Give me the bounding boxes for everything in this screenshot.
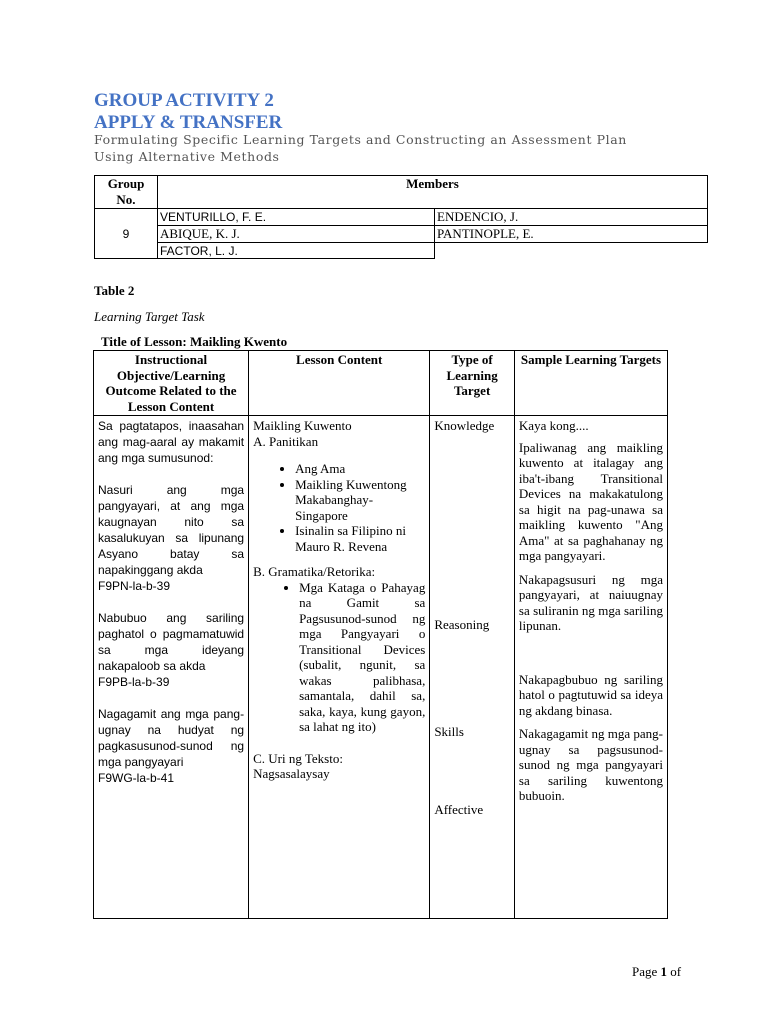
member-name: FACTOR, L. J. xyxy=(158,243,435,259)
type-label: Skills xyxy=(434,724,464,739)
grammar-list xyxy=(253,580,425,735)
objective-text: Nabubuo ang sariling paghatol o pagmamatuwid sa mga ideyang nakapaloob sa akda xyxy=(98,611,245,673)
type-label: Knowledge xyxy=(434,418,495,433)
members-header: Members xyxy=(158,176,708,209)
header-targets: Sample Learning Targets xyxy=(514,351,667,416)
list-item: • Isinalin sa Filipino ni Mauro R. Revena xyxy=(295,523,425,554)
member-name: PANTINOPLE, E. xyxy=(435,226,708,243)
table-caption: Learning Target Task xyxy=(94,309,205,324)
section-c-label: C. Uri ng Teksto: xyxy=(253,750,343,766)
target-text: Ipaliwanag ang maikling kuwento at italagay ang iba't-ibang Transitional Devices na makakatulong sa higit na pag-unawa sa maikling kuwento "Ang Ama" at sa paghahanay ng mga pangyayari. xyxy=(518,439,663,563)
member-name: ENDENCIO, J. xyxy=(435,209,708,226)
header-type: Type of Learning Target xyxy=(430,351,515,416)
objective-text: Sa pagtatapos, inaasahan ang mag-aaral ay makamit ang mga sumusunod: xyxy=(98,419,245,465)
content-cell xyxy=(249,416,430,919)
section-b-label: B. Gramatika/Retorika: xyxy=(253,564,376,579)
section-c-value: Nagsasalaysay xyxy=(253,766,330,781)
of-label: of xyxy=(670,964,682,979)
target-text: Nakapagsusuri ng mga pangyayari, at naiuugnay sa suliranin ng mga sariling lipunan. xyxy=(518,571,663,633)
page-number: 1 xyxy=(660,964,668,979)
group-header: Group No. xyxy=(95,176,158,209)
learning-target-table xyxy=(93,350,668,919)
target-text: Kaya kong.... xyxy=(518,418,589,433)
list-item: • Maikling Kuwentong Makabanghay-Singapore xyxy=(295,477,425,524)
objective-code: F9PB-la-b-39 xyxy=(98,675,170,689)
targets-cell xyxy=(514,416,667,919)
activity-title: GROUP ACTIVITY 2 xyxy=(94,90,274,111)
objective-text: Nagagamit ang mga pang-ugnay na hudyat ng pagkasusunod-sunod ng mga pangyayari xyxy=(98,707,245,769)
activity-subtitle: APPLY & TRANSFER xyxy=(94,112,283,133)
objectives-cell xyxy=(94,416,249,919)
list-item: • Ang Ama xyxy=(295,461,425,477)
type-label: Affective xyxy=(434,802,484,817)
objective-code: F9PN-la-b-39 xyxy=(98,579,171,593)
target-text: Nakagagamit ng mga pang-ugnay sa pagsusunod-sunod ng mga pangyayari sa sariling kuwentong bubuoin. xyxy=(518,726,663,803)
header-content: Lesson Content xyxy=(249,351,430,416)
member-name: ABIQUE, K. J. xyxy=(158,226,435,243)
types-cell xyxy=(430,416,515,919)
type-label: Reasoning xyxy=(434,617,490,632)
activity-description: Formulating Specific Learning Targets and Constructing an Assessment Plan Using Alternative Methods xyxy=(94,132,627,164)
section-a-label: A. Panitikan xyxy=(253,433,319,449)
list-item: • Mga Kataga o Pahayag na Gamit sa Pagsusunod-sunod ng mga Pangyayari o Transitional Devices (subalit, ngunit, sa wakas palibhasa, samantala, dahil sa, saka, kaya, kung gayon, sa lahat ng ito) xyxy=(299,580,425,735)
objective-code: F9WG-la-b-41 xyxy=(98,771,175,785)
header-objective: Instructional Objective/Learning Outcome Related to the Lesson Content xyxy=(94,351,249,416)
members-table xyxy=(94,175,708,259)
page-label: Page xyxy=(632,964,658,979)
page-footer xyxy=(632,964,681,980)
objective-text: Nasuri ang mga pangyayari, at ang mga kaugnayan nito sa kasalukuyan sa lipunang Asyano batay sa napakinggang akda xyxy=(98,483,245,577)
group-number: 9 xyxy=(95,209,158,259)
lesson-title: Title of Lesson: Maikling Kwento xyxy=(101,334,288,349)
target-text: Nakapagbubuo ng sariling hatol o pagtutuwid sa ideya ng akdang binasa. xyxy=(518,671,663,718)
table-label: Table 2 xyxy=(94,283,135,298)
member-name: VENTURILLO, F. E. xyxy=(158,209,435,226)
content-heading: Maikling Kuwento xyxy=(253,418,352,433)
empty-cell xyxy=(435,243,708,259)
literature-list xyxy=(253,461,425,554)
